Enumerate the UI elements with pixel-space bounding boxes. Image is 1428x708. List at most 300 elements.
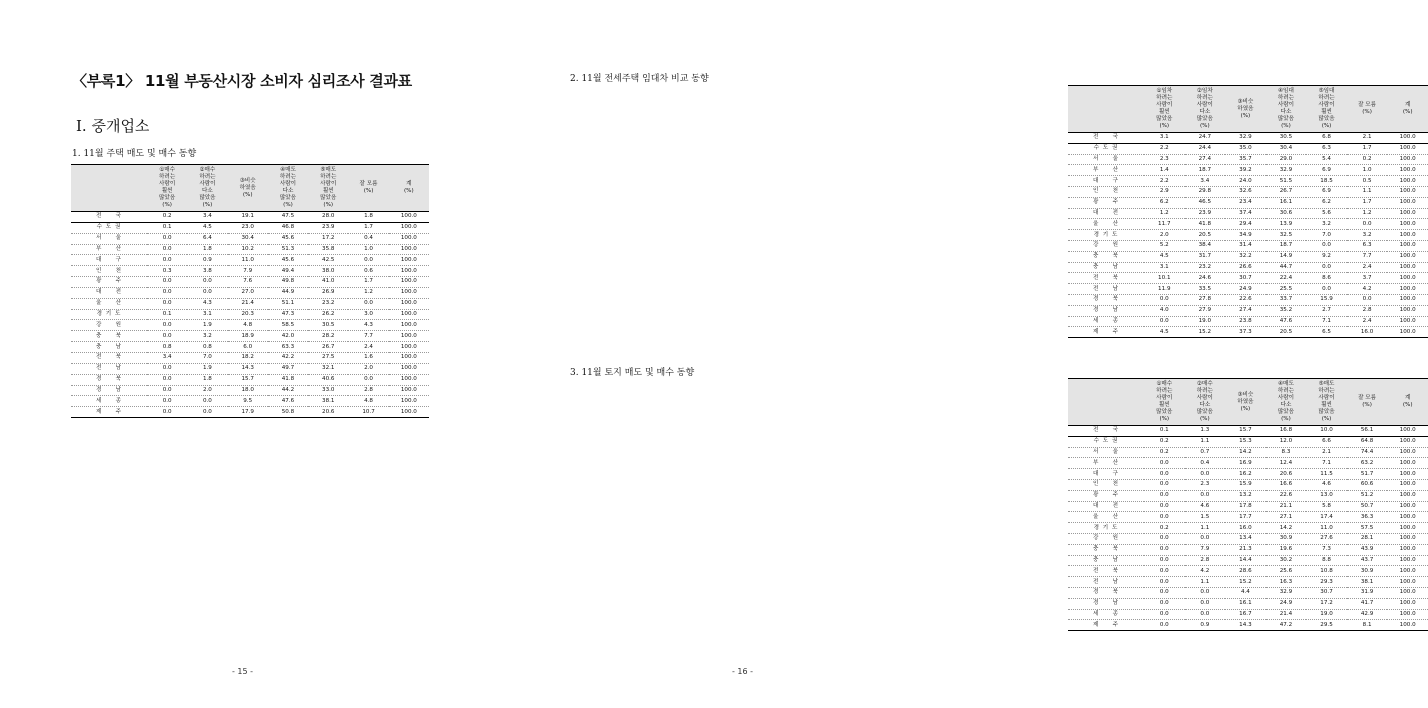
value-cell: 7.1 bbox=[1306, 316, 1347, 327]
value-cell: 2.2 bbox=[1144, 143, 1185, 154]
value-cell: 35.2 bbox=[1266, 305, 1307, 316]
value-cell: 0.2 bbox=[1144, 523, 1185, 534]
value-cell: 100.0 bbox=[1387, 154, 1428, 165]
table-row bbox=[71, 342, 429, 353]
value-cell: 0.0 bbox=[1347, 294, 1388, 305]
value-cell: 32.9 bbox=[1225, 133, 1266, 144]
table-row bbox=[1068, 533, 1428, 544]
column-header: ⑤매도 하려는 사람이 훨씬 많았음 (%) bbox=[308, 165, 348, 212]
value-cell: 0.0 bbox=[1185, 609, 1226, 620]
value-cell: 60.6 bbox=[1347, 479, 1388, 490]
table-row bbox=[1068, 501, 1428, 512]
table-row bbox=[1068, 197, 1428, 208]
value-cell: 100.0 bbox=[389, 233, 429, 244]
value-cell: 0.0 bbox=[1185, 533, 1226, 544]
value-cell: 100.0 bbox=[1387, 566, 1428, 577]
value-cell: 35.8 bbox=[308, 244, 348, 255]
value-cell: 64.8 bbox=[1347, 436, 1388, 447]
value-cell: 33.7 bbox=[1266, 294, 1307, 305]
value-cell: 51.7 bbox=[1347, 469, 1388, 480]
value-cell: 1.0 bbox=[348, 244, 388, 255]
value-cell: 0.0 bbox=[1144, 533, 1185, 544]
value-cell: 47.5 bbox=[268, 212, 308, 223]
value-cell: 57.5 bbox=[1347, 523, 1388, 534]
value-cell: 27.0 bbox=[228, 287, 268, 298]
value-cell: 0.0 bbox=[1144, 587, 1185, 598]
table-row bbox=[1068, 154, 1428, 165]
value-cell: 8.1 bbox=[1347, 620, 1388, 631]
value-cell: 49.4 bbox=[268, 266, 308, 277]
value-cell: 100.0 bbox=[1387, 458, 1428, 469]
value-cell: 0.0 bbox=[1144, 609, 1185, 620]
value-cell: 51.1 bbox=[268, 298, 308, 309]
value-cell: 0.0 bbox=[147, 233, 187, 244]
value-cell: 51.5 bbox=[1266, 176, 1307, 187]
value-cell: 23.8 bbox=[1225, 316, 1266, 327]
value-cell: 0.0 bbox=[1306, 284, 1347, 295]
value-cell: 16.9 bbox=[1225, 458, 1266, 469]
value-cell: 13.0 bbox=[1306, 490, 1347, 501]
value-cell: 40.6 bbox=[308, 374, 348, 385]
value-cell: 0.0 bbox=[1144, 598, 1185, 609]
table-row bbox=[1068, 512, 1428, 523]
value-cell: 27.6 bbox=[1306, 533, 1347, 544]
value-cell: 3.1 bbox=[1144, 133, 1185, 144]
value-cell: 49.8 bbox=[268, 277, 308, 288]
value-cell: 16.1 bbox=[1266, 197, 1307, 208]
value-cell: 16.2 bbox=[1225, 469, 1266, 480]
column-header: ③비슷 하였음 (%) bbox=[228, 165, 268, 212]
value-cell: 7.7 bbox=[1347, 251, 1388, 262]
column-header: ④매도 하려는 사람이 다소 많았음 (%) bbox=[268, 165, 308, 212]
value-cell: 0.0 bbox=[1144, 490, 1185, 501]
value-cell: 4.3 bbox=[348, 320, 388, 331]
column-header: ⑤매도 하려는 사람이 훨씬 많았음 (%) bbox=[1306, 379, 1347, 426]
value-cell: 6.3 bbox=[1347, 240, 1388, 251]
value-cell: 0.2 bbox=[1144, 436, 1185, 447]
value-cell: 100.0 bbox=[1387, 186, 1428, 197]
value-cell: 4.2 bbox=[1185, 566, 1226, 577]
value-cell: 8.8 bbox=[1306, 555, 1347, 566]
value-cell: 20.6 bbox=[308, 407, 348, 418]
value-cell: 0.0 bbox=[187, 407, 227, 418]
value-cell: 100.0 bbox=[389, 385, 429, 396]
value-cell: 50.7 bbox=[1347, 501, 1388, 512]
region-cell: 울 산 bbox=[1068, 512, 1144, 523]
value-cell: 0.0 bbox=[147, 320, 187, 331]
region-cell: 세 종 bbox=[71, 396, 147, 407]
region-cell: 충 북 bbox=[1068, 251, 1144, 262]
value-cell: 22.4 bbox=[1266, 273, 1307, 284]
table-row bbox=[71, 266, 429, 277]
value-cell: 43.7 bbox=[1347, 555, 1388, 566]
value-cell: 30.6 bbox=[1266, 208, 1307, 219]
table-row bbox=[1068, 479, 1428, 490]
region-cell: 경 북 bbox=[71, 374, 147, 385]
table-row bbox=[1068, 294, 1428, 305]
column-header bbox=[1068, 379, 1144, 426]
value-cell: 0.0 bbox=[147, 287, 187, 298]
value-cell: 42.0 bbox=[268, 331, 308, 342]
column-header: ⑤임대 하려는 사람이 훨씬 많았음 (%) bbox=[1306, 86, 1347, 133]
value-cell: 0.0 bbox=[1144, 577, 1185, 588]
value-cell: 100.0 bbox=[389, 298, 429, 309]
value-cell: 4.8 bbox=[228, 320, 268, 331]
value-cell: 6.3 bbox=[1306, 143, 1347, 154]
value-cell: 29.8 bbox=[1185, 186, 1226, 197]
value-cell: 21.3 bbox=[1225, 544, 1266, 555]
column-header: ②임차 하려는 사람이 다소 많았음 (%) bbox=[1185, 86, 1226, 133]
value-cell: 21.4 bbox=[1266, 609, 1307, 620]
value-cell: 26.7 bbox=[1266, 186, 1307, 197]
value-cell: 0.0 bbox=[147, 298, 187, 309]
value-cell: 32.6 bbox=[1225, 186, 1266, 197]
table-row bbox=[1068, 598, 1428, 609]
value-cell: 100.0 bbox=[1387, 533, 1428, 544]
value-cell: 16.0 bbox=[1225, 523, 1266, 534]
table-row bbox=[71, 309, 429, 320]
value-cell: 15.3 bbox=[1225, 436, 1266, 447]
region-cell: 강 원 bbox=[1068, 533, 1144, 544]
value-cell: 100.0 bbox=[389, 277, 429, 288]
column-header: 잘 모름 (%) bbox=[1347, 379, 1388, 426]
region-cell: 대 구 bbox=[1068, 469, 1144, 480]
value-cell: 7.0 bbox=[187, 352, 227, 363]
value-cell: 100.0 bbox=[1387, 197, 1428, 208]
value-cell: 10.2 bbox=[228, 244, 268, 255]
value-cell: 0.0 bbox=[1306, 240, 1347, 251]
region-cell: 대 전 bbox=[1068, 501, 1144, 512]
value-cell: 0.8 bbox=[147, 342, 187, 353]
table-row bbox=[1068, 490, 1428, 501]
value-cell: 14.9 bbox=[1266, 251, 1307, 262]
value-cell: 2.4 bbox=[1347, 316, 1388, 327]
value-cell: 100.0 bbox=[1387, 240, 1428, 251]
value-cell: 0.0 bbox=[348, 374, 388, 385]
region-cell: 부 산 bbox=[1068, 458, 1144, 469]
region-cell: 경 북 bbox=[1068, 587, 1144, 598]
table-row bbox=[1068, 458, 1428, 469]
table-row bbox=[71, 407, 429, 418]
region-cell: 전 국 bbox=[1068, 426, 1144, 437]
value-cell: 16.7 bbox=[1225, 609, 1266, 620]
column-header: 계 (%) bbox=[389, 165, 429, 212]
region-cell: 충 북 bbox=[71, 331, 147, 342]
value-cell: 1.7 bbox=[348, 277, 388, 288]
value-cell: 100.0 bbox=[1387, 490, 1428, 501]
value-cell: 4.3 bbox=[187, 298, 227, 309]
value-cell: 0.0 bbox=[147, 244, 187, 255]
value-cell: 27.4 bbox=[1225, 305, 1266, 316]
table-row bbox=[1068, 447, 1428, 458]
value-cell: 0.2 bbox=[147, 212, 187, 223]
value-cell: 100.0 bbox=[389, 222, 429, 233]
value-cell: 44.9 bbox=[268, 287, 308, 298]
right-page bbox=[500, 0, 1416, 708]
region-cell: 수 도 권 bbox=[71, 222, 147, 233]
value-cell: 1.2 bbox=[1347, 208, 1388, 219]
table-row bbox=[1068, 620, 1428, 631]
value-cell: 56.1 bbox=[1347, 426, 1388, 437]
table-row bbox=[1068, 219, 1428, 230]
value-cell: 6.9 bbox=[1306, 186, 1347, 197]
value-cell: 100.0 bbox=[1387, 316, 1428, 327]
value-cell: 2.4 bbox=[1347, 262, 1388, 273]
value-cell: 30.9 bbox=[1347, 566, 1388, 577]
region-cell: 대 구 bbox=[1068, 176, 1144, 187]
value-cell: 100.0 bbox=[389, 363, 429, 374]
table-row bbox=[71, 277, 429, 288]
value-cell: 16.3 bbox=[1266, 577, 1307, 588]
value-cell: 11.7 bbox=[1144, 219, 1185, 230]
value-cell: 18.7 bbox=[1185, 165, 1226, 176]
value-cell: 0.1 bbox=[147, 222, 187, 233]
value-cell: 13.2 bbox=[1225, 490, 1266, 501]
table-row bbox=[1068, 327, 1428, 338]
value-cell: 0.0 bbox=[1144, 458, 1185, 469]
value-cell: 19.1 bbox=[228, 212, 268, 223]
value-cell: 100.0 bbox=[1387, 523, 1428, 534]
value-cell: 33.5 bbox=[1185, 284, 1226, 295]
value-cell: 17.8 bbox=[1225, 501, 1266, 512]
value-cell: 0.5 bbox=[1347, 176, 1388, 187]
subsection-title-land-trade: 3. 11월 토지 매도 및 매수 동향 bbox=[570, 368, 695, 378]
value-cell: 2.3 bbox=[1185, 479, 1226, 490]
value-cell: 0.0 bbox=[1144, 512, 1185, 523]
value-cell: 30.7 bbox=[1306, 587, 1347, 598]
value-cell: 21.1 bbox=[1266, 501, 1307, 512]
region-cell: 경 남 bbox=[1068, 305, 1144, 316]
value-cell: 32.9 bbox=[1266, 165, 1307, 176]
value-cell: 10.8 bbox=[1306, 566, 1347, 577]
value-cell: 26.6 bbox=[1225, 262, 1266, 273]
value-cell: 100.0 bbox=[389, 266, 429, 277]
value-cell: 3.1 bbox=[1144, 262, 1185, 273]
value-cell: 2.9 bbox=[1144, 186, 1185, 197]
value-cell: 18.2 bbox=[228, 352, 268, 363]
value-cell: 4.4 bbox=[1225, 587, 1266, 598]
value-cell: 100.0 bbox=[1387, 327, 1428, 338]
value-cell: 1.7 bbox=[348, 222, 388, 233]
document-title: 〈부록1〉 11월 부동산시장 소비자 심리조사 결과표 bbox=[72, 72, 412, 90]
value-cell: 100.0 bbox=[1387, 133, 1428, 144]
value-cell: 0.0 bbox=[147, 374, 187, 385]
value-cell: 14.4 bbox=[1225, 555, 1266, 566]
table-row bbox=[71, 385, 429, 396]
column-header: 계 (%) bbox=[1387, 86, 1428, 133]
value-cell: 38.1 bbox=[1347, 577, 1388, 588]
value-cell: 6.2 bbox=[1144, 197, 1185, 208]
value-cell: 24.0 bbox=[1225, 176, 1266, 187]
value-cell: 3.4 bbox=[147, 352, 187, 363]
value-cell: 100.0 bbox=[1387, 143, 1428, 154]
value-cell: 47.6 bbox=[1266, 316, 1307, 327]
value-cell: 100.0 bbox=[1387, 436, 1428, 447]
value-cell: 41.7 bbox=[1347, 598, 1388, 609]
value-cell: 3.7 bbox=[1347, 273, 1388, 284]
value-cell: 28.1 bbox=[1347, 533, 1388, 544]
value-cell: 32.9 bbox=[1266, 587, 1307, 598]
value-cell: 17.2 bbox=[308, 233, 348, 244]
value-cell: 8.3 bbox=[1266, 447, 1307, 458]
value-cell: 47.2 bbox=[1266, 620, 1307, 631]
value-cell: 16.0 bbox=[1347, 327, 1388, 338]
value-cell: 100.0 bbox=[1387, 176, 1428, 187]
table-row bbox=[1068, 186, 1428, 197]
value-cell: 15.9 bbox=[1306, 294, 1347, 305]
value-cell: 32.5 bbox=[1266, 230, 1307, 241]
value-cell: 0.0 bbox=[187, 287, 227, 298]
value-cell: 100.0 bbox=[1387, 165, 1428, 176]
column-header: ②매수 하려는 사람이 다소 많았음 (%) bbox=[1185, 379, 1226, 426]
value-cell: 24.9 bbox=[1225, 284, 1266, 295]
value-cell: 2.4 bbox=[348, 342, 388, 353]
value-cell: 100.0 bbox=[1387, 479, 1428, 490]
column-header: ④임대 하려는 사람이 다소 많았음 (%) bbox=[1266, 86, 1307, 133]
region-cell: 광 주 bbox=[1068, 490, 1144, 501]
table-row bbox=[1068, 284, 1428, 295]
table-row bbox=[71, 233, 429, 244]
region-cell: 제 주 bbox=[1068, 620, 1144, 631]
value-cell: 0.9 bbox=[1185, 620, 1226, 631]
table-row bbox=[1068, 262, 1428, 273]
value-cell: 0.4 bbox=[348, 233, 388, 244]
value-cell: 2.3 bbox=[1144, 154, 1185, 165]
value-cell: 3.2 bbox=[1306, 219, 1347, 230]
table-row bbox=[71, 222, 429, 233]
value-cell: 9.2 bbox=[1306, 251, 1347, 262]
value-cell: 3.2 bbox=[187, 331, 227, 342]
table-row bbox=[1068, 523, 1428, 534]
table-row bbox=[1068, 165, 1428, 176]
value-cell: 1.7 bbox=[1347, 143, 1388, 154]
region-cell: 전 국 bbox=[71, 212, 147, 223]
value-cell: 26.7 bbox=[308, 342, 348, 353]
value-cell: 0.0 bbox=[348, 255, 388, 266]
value-cell: 100.0 bbox=[1387, 426, 1428, 437]
table-row bbox=[1068, 426, 1428, 437]
value-cell: 1.7 bbox=[1347, 197, 1388, 208]
value-cell: 100.0 bbox=[1387, 555, 1428, 566]
value-cell: 100.0 bbox=[389, 396, 429, 407]
table-row bbox=[71, 374, 429, 385]
left-page bbox=[0, 0, 500, 708]
table-row bbox=[1068, 230, 1428, 241]
value-cell: 19.0 bbox=[1185, 316, 1226, 327]
table-row bbox=[1068, 587, 1428, 598]
table-row bbox=[1068, 555, 1428, 566]
value-cell: 29.4 bbox=[1225, 219, 1266, 230]
value-cell: 100.0 bbox=[1387, 447, 1428, 458]
value-cell: 0.2 bbox=[1347, 154, 1388, 165]
region-cell: 서 울 bbox=[1068, 154, 1144, 165]
value-cell: 3.4 bbox=[187, 212, 227, 223]
region-cell: 충 북 bbox=[1068, 544, 1144, 555]
value-cell: 24.9 bbox=[1266, 598, 1307, 609]
value-cell: 42.5 bbox=[308, 255, 348, 266]
region-cell: 부 산 bbox=[71, 244, 147, 255]
value-cell: 0.3 bbox=[147, 266, 187, 277]
table-row bbox=[71, 396, 429, 407]
region-cell: 세 종 bbox=[1068, 609, 1144, 620]
value-cell: 1.9 bbox=[187, 320, 227, 331]
value-cell: 23.9 bbox=[308, 222, 348, 233]
value-cell: 19.0 bbox=[1306, 609, 1347, 620]
value-cell: 100.0 bbox=[389, 331, 429, 342]
region-cell: 충 남 bbox=[1068, 555, 1144, 566]
table-row bbox=[1068, 143, 1428, 154]
page-number: - 16 - bbox=[732, 667, 754, 676]
region-cell: 전 북 bbox=[71, 352, 147, 363]
value-cell: 47.3 bbox=[268, 309, 308, 320]
value-cell: 22.6 bbox=[1266, 490, 1307, 501]
value-cell: 17.9 bbox=[228, 407, 268, 418]
region-cell: 울 산 bbox=[1068, 219, 1144, 230]
value-cell: 13.4 bbox=[1225, 533, 1266, 544]
region-cell: 광 주 bbox=[1068, 197, 1144, 208]
column-header: 잘 모름 (%) bbox=[1347, 86, 1388, 133]
column-header: ③비슷 하였음 (%) bbox=[1225, 86, 1266, 133]
region-cell: 서 울 bbox=[71, 233, 147, 244]
value-cell: 0.0 bbox=[1185, 490, 1226, 501]
table-row bbox=[1068, 208, 1428, 219]
value-cell: 0.0 bbox=[1144, 501, 1185, 512]
value-cell: 100.0 bbox=[1387, 469, 1428, 480]
region-cell: 경 기 도 bbox=[1068, 230, 1144, 241]
value-cell: 44.2 bbox=[268, 385, 308, 396]
value-cell: 6.2 bbox=[1306, 197, 1347, 208]
value-cell: 3.1 bbox=[187, 309, 227, 320]
value-cell: 100.0 bbox=[389, 287, 429, 298]
column-header: ③비슷 하였음 (%) bbox=[1225, 379, 1266, 426]
value-cell: 3.8 bbox=[187, 266, 227, 277]
value-cell: 24.7 bbox=[1185, 133, 1226, 144]
value-cell: 1.3 bbox=[1185, 426, 1226, 437]
value-cell: 35.0 bbox=[1225, 143, 1266, 154]
value-cell: 28.2 bbox=[308, 331, 348, 342]
subsection-title-jeonse: 2. 11월 전세주택 임대차 비교 동향 bbox=[570, 74, 709, 84]
value-cell: 37.4 bbox=[1225, 208, 1266, 219]
table-row bbox=[71, 212, 429, 223]
value-cell: 46.5 bbox=[1185, 197, 1226, 208]
table-row bbox=[1068, 609, 1428, 620]
value-cell: 0.0 bbox=[1144, 469, 1185, 480]
region-cell: 대 구 bbox=[71, 255, 147, 266]
value-cell: 0.0 bbox=[147, 255, 187, 266]
value-cell: 100.0 bbox=[389, 407, 429, 418]
value-cell: 100.0 bbox=[389, 309, 429, 320]
value-cell: 0.0 bbox=[1144, 555, 1185, 566]
value-cell: 50.8 bbox=[268, 407, 308, 418]
value-cell: 100.0 bbox=[1387, 273, 1428, 284]
value-cell: 63.2 bbox=[1347, 458, 1388, 469]
value-cell: 2.1 bbox=[1347, 133, 1388, 144]
value-cell: 34.9 bbox=[1225, 230, 1266, 241]
table-row bbox=[71, 352, 429, 363]
value-cell: 100.0 bbox=[1387, 219, 1428, 230]
table-row bbox=[71, 331, 429, 342]
value-cell: 44.7 bbox=[1266, 262, 1307, 273]
region-cell: 제 주 bbox=[1068, 327, 1144, 338]
value-cell: 30.5 bbox=[1266, 133, 1307, 144]
region-cell: 전 남 bbox=[1068, 284, 1144, 295]
value-cell: 51.2 bbox=[1347, 490, 1388, 501]
value-cell: 4.5 bbox=[1144, 251, 1185, 262]
value-cell: 26.2 bbox=[308, 309, 348, 320]
value-cell: 74.4 bbox=[1347, 447, 1388, 458]
value-cell: 0.6 bbox=[348, 266, 388, 277]
value-cell: 1.6 bbox=[348, 352, 388, 363]
